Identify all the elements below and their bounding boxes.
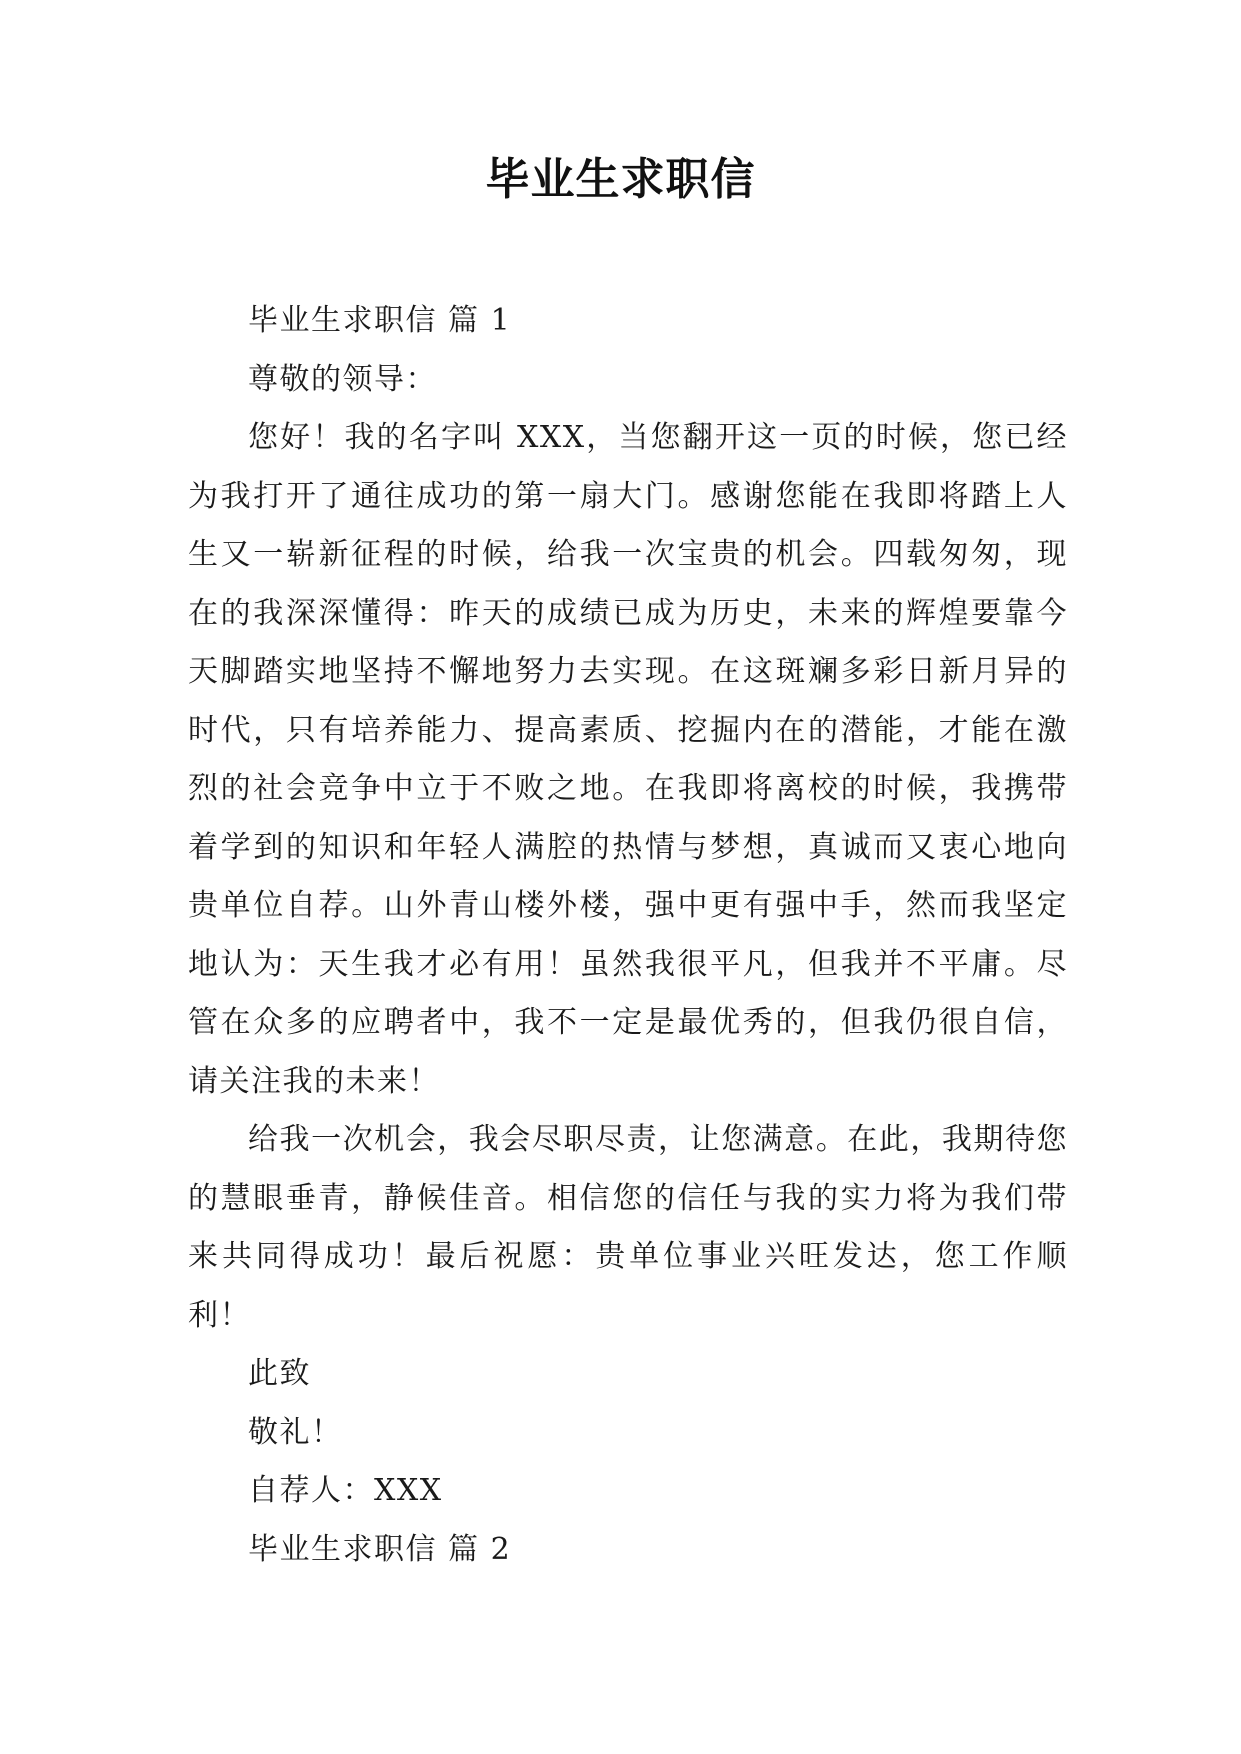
salutation: 尊敬的领导： <box>248 361 437 397</box>
signature-line: 自荐人：XXX <box>248 1473 443 1508</box>
section-heading-1: 毕业生求职信 篇 1 <box>248 303 512 338</box>
closing-salute: 敬礼！ <box>248 1414 343 1450</box>
section-heading-2: 毕业生求职信 篇 2 <box>248 1531 512 1567</box>
closing-phrase: 此致 <box>248 1356 311 1391</box>
document-body <box>188 292 1068 1579</box>
body-paragraph-2: 给我一次机会，我会尽职尽责，让您满意。在此，我期待您的慧眼垂青，静候佳音。相信您的信任与我的实力将为我们带来共同得成功！最后祝愿：贵单位事业兴旺发达，您工作顺利！ <box>188 1122 1068 1333</box>
document-title: 毕业生求职信 <box>485 154 756 205</box>
body-paragraph-1: 您好！我的名字叫 XXX，当您翻开这一页的时候，您已经为我打开了通往成功的第一扇大门。感谢您能在我即将踏上人生又一崭新征程的时候，给我一次宝贵的机会。四载匆匆，现在的我深深懂得：昨天的成绩已成为历史，未来的辉煌要靠今天脚踏实地坚持不懈地努力去实现。在这斑斓多彩日新月异的时代，只有培养能力、提高素质、挖掘内在的潜能，才能在激烈的社会竞争中立于不败之地。在我即将离校的时候，我携带着学到的知识和年轻人满腔的热情与梦想，真诚而又衷心地向贵单位自荐。山外青山楼外楼，强中更有强中手，然而我坚定地认为：天生我才必有用！虽然我很平凡，但我并不平庸。尽管在众多的应聘者中，我不一定是最优秀的，但我仍很自信，请关注我的未来！ <box>188 420 1068 1099</box>
